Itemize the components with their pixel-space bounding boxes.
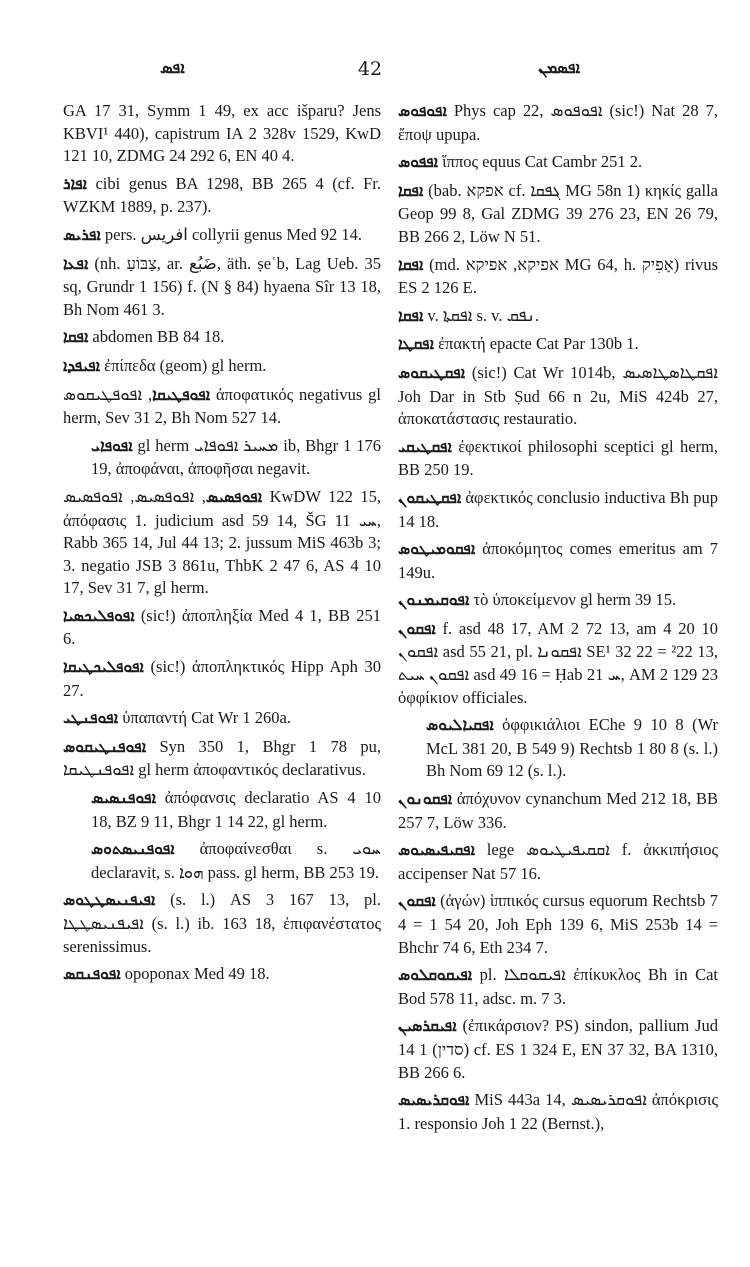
entry-text: (sic!) ἀποπληξία Med 4 1, BB 251 6. (63, 605, 381, 649)
entry-text: ἀπόφανσις declaratio AS 4 10 18, BZ 9 11, Bhgr 1 14 22, gl herm. (91, 788, 381, 831)
entry-headword: ܐܦܐܪ (63, 175, 87, 193)
entry-text: gl herm ܡܚܝܪ ܐܦܘܦܐܝ ib, Bhgr 1 176 19, ἀποφάναι, ἀποφῆσαι negavit. (91, 435, 381, 479)
entry-text: (bab. אפקא cf. ܓܦܩܐ MG 58n 1) κηκίς galla Geop 99 8, Gal ZDMG 39 276 23, EN 26 79, BB 266 2, Löw N 51. (398, 180, 718, 246)
entry-text: opoponax Med 49 18. (120, 964, 270, 984)
dictionary-entry (398, 618, 718, 709)
dictionary-entry (63, 787, 381, 833)
entry-headword: ܐܦܪܝܣ (63, 226, 101, 244)
dictionary-entry (398, 1015, 718, 1084)
entry-text: (sic!) Cat Wr 1014b, ܐܦܩܛܐܣܛܐܣܝܣ Joh Dar in Stb Ṣud 66 n 2u, MiS 424b 27, ἀποκατάστασις restauratio. (398, 362, 718, 429)
entry-headword: ܐܦܘܩܝܡܢܘܢ (398, 592, 470, 610)
entry-headword: ܐܦܦܘܣ (398, 154, 439, 172)
entry-text: v. ܐܦܩܬܐ s. v. ܢܦܩ. (423, 305, 539, 325)
dictionary-entry (398, 1089, 718, 1135)
entry-headword: ܐܦܩܘܢܘܢ (398, 791, 453, 809)
entry-text: ἀποκόμητος comes emeritus am 7 149u. (398, 539, 718, 582)
dictionary-entry (398, 305, 718, 329)
running-header (100, 58, 640, 84)
entry-headword: ܐܦܥܐ (63, 255, 89, 273)
dictionary-entry (398, 487, 718, 533)
entry-text: (nh. צַבּוֹעַ, ar. ضَبُع, äth. ṣeʿb, Lag Ueb. 35 sq, Grundr 1 156) f. (N § 84) hyaena Sîr 13 18, Bh Nom 461 3. (63, 253, 381, 319)
entry-headword: ܐܦܘܦܣܝܣ (205, 488, 263, 506)
entry-text: (ἀγών) ἱππικός cursus equorum Rechtsb 7 4 = 1 54 20, Joh Eph 139 6, MiS 253b 14 = Bhchr 74 6, Eth 234 7. (398, 891, 718, 957)
entry-headword: ܐܦܩܛܝܩܘܢ (398, 489, 462, 507)
entry-text: , ܐܦܘܦܛܝܩܘܣ ἀποφατικός negativus gl herm, Sev 31 2, Bh Nom 527 14. (63, 384, 381, 428)
right-column (398, 100, 718, 1217)
entry-headword: ܐܦܩܛܝܩܝ (398, 438, 452, 456)
entry-text: abdomen BB 84 18. (88, 327, 225, 347)
entry-headword: ܐܦܘܦܛܝܩܐ (152, 386, 211, 404)
entry-text: pers. ﺍﻓﺮﻳﺲ collyrii genus Med 92 14. (100, 224, 363, 244)
entry-headword: ܐܦܩܐ (398, 182, 424, 200)
entry-headword: ܐܦܘܦܘܣ (398, 103, 447, 120)
dictionary-entry (63, 253, 381, 322)
entry-text: lege ܐܩܩܝܦܝܛܝܘܣ f. ἀκκιπήσιος accipenser Nat 57 16. (398, 840, 718, 883)
entry-headword: ܐܦܩܐ (398, 307, 424, 325)
dictionary-entry (63, 355, 381, 379)
dictionary-entry (398, 839, 718, 885)
entry-text: ἐφεκτικοί philosophi sceptici gl herm, BB 250 19. (398, 436, 718, 480)
dictionary-entry (63, 707, 381, 731)
entry-text: f. asd 48 17, AM 2 72 13, am 4 20 10 ܐܦܩܘܢ asd 55 21, pl. ܐܦܩܘܢܐ SE¹ 32 22 = ²22 13, ܐܦܩܘܢ ܚܝܬ asd 49 16 = Ḥab ܚ 21, AM 2 129 23 ὀφφίκιον officiales. (398, 618, 718, 707)
entry-text: (sic!) ἀποπληκτικός Hipp Aph 30 27. (63, 657, 381, 700)
dictionary-entry (398, 890, 718, 959)
entry-headword: ܐܦܩܐ (63, 329, 89, 347)
entry-text: ὑπαπαντή Cat Wr 1 260a. (118, 708, 291, 728)
dictionary-entry (63, 435, 381, 481)
dictionary-entry (398, 788, 718, 834)
dictionary-entry (398, 714, 718, 783)
entry-headword: ܐܦܘܦܢܛܝܩܘܣ (63, 738, 147, 756)
entry-headword: ܐܦܩܘܢ (398, 620, 436, 638)
entry-headword: ܐܦܘܦܐܝ (91, 437, 133, 455)
entry-text: ἐπακτή epacte Cat Par 130b 1. (433, 334, 639, 354)
dictionary-entry (398, 589, 718, 613)
entry-text: (md. אפיקא, אפיקא MG 64, h. אָפִיק) rivus ES 2 126 E. (398, 254, 718, 298)
dictionary-entry (63, 605, 381, 651)
entry-headword: ܐܦܘܦܢܣܝܣ (91, 790, 156, 808)
dictionary-entry (63, 656, 381, 702)
left-column (63, 100, 381, 1217)
entry-text: ἀφεκτικός conclusio inductiva Bh pup 14 18. (398, 487, 718, 531)
dictionary-entry (398, 964, 718, 1010)
entry-text: Syn 350 1, Bhgr 1 78 pu, ܐܦܘܦܢܛܝܩܐ gl herm ἀποφαντικός declarativus. (63, 736, 381, 780)
entry-text: pl. ܐܦܝܩܘܩܠܐ ἐπίκυκλος Bh in Cat Bod 578 11, adsc. m. 7 3. (398, 965, 718, 1008)
dictionary-entry (398, 538, 718, 584)
entry-text: cibi genus BA 1298, BB 265 4 (cf. Fr. WZKM 1889, p. 237). (63, 173, 381, 217)
entry-headword: ܐܦܩܘܢ (398, 893, 436, 911)
entry-headword: ܐܦܝܩܪܣܝܢ (398, 1018, 457, 1036)
entry-text: τὸ ὑποκείμενον gl herm 39 15. (469, 590, 677, 610)
dictionary-entry (398, 100, 718, 146)
entry-text: ἀπόχυνον cynanchum Med 212 18, BB 257 7, Löw 336. (398, 789, 718, 832)
entry-headword: ܐܦܘܦܢܩܣ (63, 966, 121, 984)
dictionary-entry (63, 173, 381, 219)
entry-text: Phys cap 22, ܐܦܘܦܘܣ (sic!) Nat 28 7, ἔποψ upupa. (398, 101, 718, 144)
dictionary-entry (398, 180, 718, 249)
entry-text: (ἐπικάρσιον? PS) sindon, pallium Jud 14 1 (סדין) cf. ES 1 324 E, EN 37 32, BA 1310, BB 266 6. (398, 1016, 718, 1082)
entry-headword: ܐܦܩܛܐ (398, 336, 434, 354)
dictionary-entry (63, 100, 381, 168)
entry-text: ἐπίπεδα (geom) gl herm. (100, 355, 267, 375)
header-headword-right: ܐܦܣܡܢ (538, 58, 580, 77)
entry-headword: ܐܦܩܐ (398, 256, 424, 274)
entry-headword: ܐܦܝܦܕܐ (63, 357, 101, 375)
dictionary-entry (63, 963, 381, 987)
dictionary-entry (63, 486, 381, 600)
entry-headword: ܐܦܩܝܦܝܣܝܘܣ (398, 842, 475, 860)
dictionary-entry (63, 736, 381, 782)
entry-headword: ܐܦܩܝܐܠܝܘܣ (426, 717, 494, 735)
dictionary-entry (63, 224, 381, 248)
dictionary-entry (63, 326, 381, 350)
dictionary-entry (398, 436, 718, 482)
entry-text: ὀφφικιάλιοι EChe 9 10 8 (Wr McL 381 20, B 549 9) Rechtsb 1 80 8 (s. l.) Bh Nom 69 12 (s. l.). (426, 715, 718, 781)
page-number: 42 (357, 58, 383, 80)
entry-headword: ܐܦܝܩܘܩܠܘܣ (398, 967, 473, 985)
entry-headword: ܐܦܩܘܡܝܛܘܣ (398, 541, 476, 559)
entry-headword: ܐܦܘܦܢܝܣܬܘܣ (91, 841, 175, 859)
entry-headword: ܐܦܘܦܠܝܟܣܝܐ (63, 607, 135, 625)
entry-headword: ܐܦܘܩܪܝܣܝܣ (398, 1092, 470, 1110)
entry-text: GA 17 31, Symm 1 49, ex acc išparu? Jens KBVI¹ 440), capistrum IA 2 328v 1529, KwD 121 10, ZDMG 24 292 6, EN 40 4. (63, 101, 381, 166)
dictionary-entry (398, 151, 718, 175)
entry-text: (s. l.) AS 3 167 13, pl. ܐܦܝܦܢܝܣܛܛܐ (s. l.) ib. 163 18, ἐπιφανέστατος serenissimus. (63, 890, 381, 956)
entry-text: , ܐܦܘܦܣܝܣ, ܐܦܘܦܣܝܣ KwDW 122 15, ἀπόφασις 1. judicium asd 59 14, ŠG ܚܝ 11, Rabb 365 14, Jul 44 13; 2. jussum MiS 463b 3; 3. negatio JSB 3 861u, ThbK 2 47 6, AS 4 10 17, Sev 31 7, gl herm. (63, 486, 381, 598)
entry-headword: ܐܦܘܦܠܝܟܛܝܩܐ (63, 659, 144, 677)
entry-headword: ܐܦܘܦܢܛܝ (63, 710, 119, 728)
dictionary-entry (398, 362, 718, 431)
dictionary-entry (398, 254, 718, 300)
entry-text: ἀποφαίνεσθαι s. ܚܘܝ declaravit, s. ܗܘܐ pass. gl herm, BB 253 19. (91, 839, 381, 882)
dictionary-entry (398, 333, 718, 357)
entry-text: MiS 443a 14, ܐܦܘܩܪܝܣܝܣ ἀπόκρισις 1. responsio Joh 1 22 (Bernst.), (398, 1090, 718, 1133)
entry-text: ἵππος equus Cat Cambr 251 2. (438, 152, 643, 172)
header-headword-left: ܐܦܣ (160, 58, 185, 77)
entry-headword: ܐܦܝܦܢܝܣܛܛܘܣ (63, 892, 156, 910)
dictionary-entry (63, 889, 381, 958)
dictionary-entry (63, 384, 381, 430)
dictionary-entry (63, 838, 381, 884)
entry-headword: ܐܦܩܛܝܩܘܣ (398, 364, 466, 382)
